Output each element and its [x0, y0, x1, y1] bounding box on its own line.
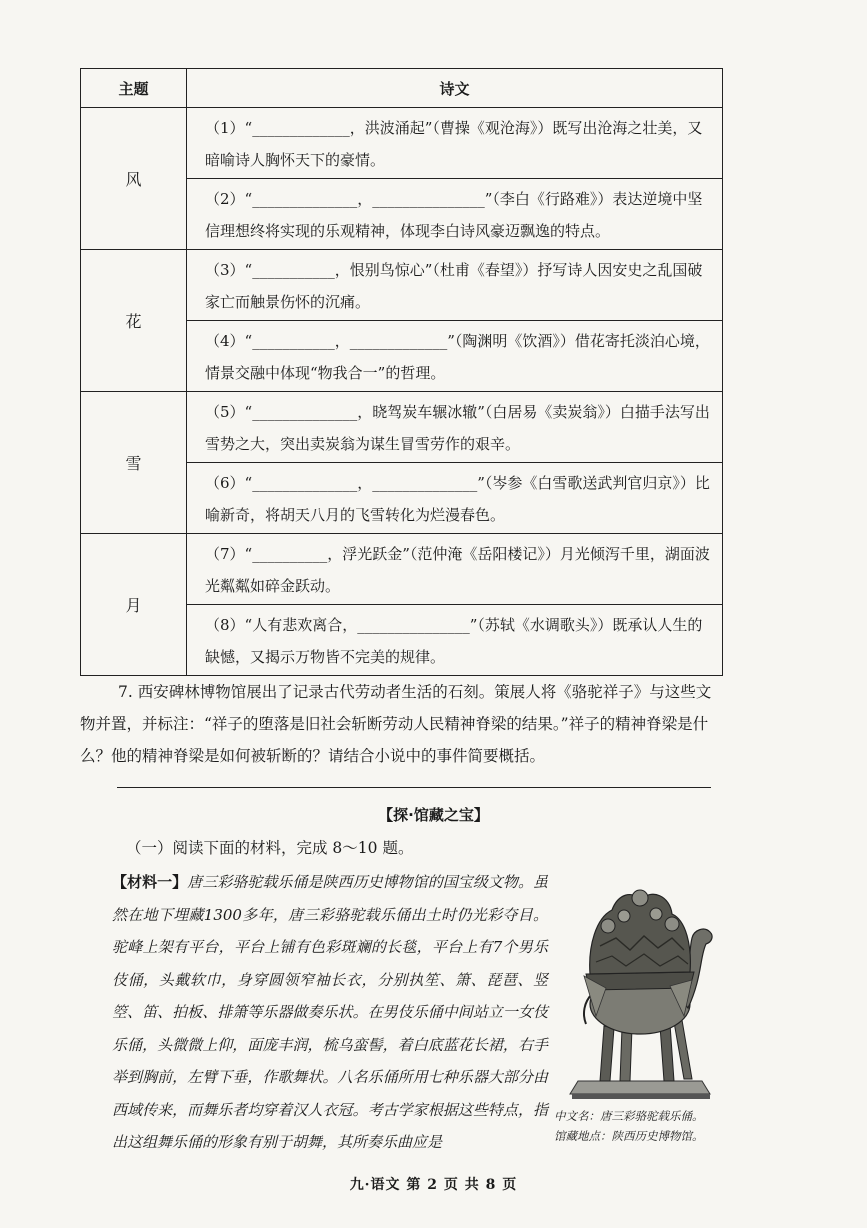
- section-divider: [117, 787, 711, 788]
- camel-figurine-image: [560, 876, 720, 1106]
- topic-cell: 雪: [81, 392, 187, 534]
- topic-cell: 月: [81, 534, 187, 676]
- table-row: [81, 392, 723, 463]
- poem-cell: （7）“__________，浮光跃金”（范仲淹《岳阳楼记》）月光倾泻千里，湖面波光粼粼如碎金跃动。: [187, 534, 723, 605]
- poem-cell: （5）“______________，晓驾炭车辗冰辙”（白居易《卖炭翁》）白描手法写出雪势之大，突出卖炭翁为谋生冒雪劳作的艰辛。: [187, 392, 723, 463]
- poem-cell: （3）“___________，恨别鸟惊心”（杜甫《春望》）抒写诗人因安史之乱国破家亡而触景伤怀的沉痛。: [187, 250, 723, 321]
- table-row: [81, 250, 723, 321]
- table-row: [81, 534, 723, 605]
- table-header-row: [81, 69, 723, 108]
- page-footer: 九·语文 第 2 页 共 8 页: [349, 1177, 518, 1193]
- poem-table: [80, 68, 723, 676]
- question-7: 7. 西安碑林博物馆展出了记录古代劳动者生活的石刻。策展人将《骆驼祥子》与这些文物并置，并标注：“祥子的堕落是旧社会斩断劳动人民精神脊梁的结果。”祥子的精神脊梁是什么？他的精神脊梁是如何被斩断的？请结合小说中的事件简要概括。: [80, 683, 712, 765]
- camel-figurine-icon: [560, 876, 720, 1106]
- reading-instruction: （一）阅读下面的材料，完成 8～10 题。: [126, 839, 414, 857]
- material-label: 【材料一】: [112, 873, 188, 891]
- material-one: [112, 866, 548, 1159]
- caption-location: 馆藏地点：陕西历史博物馆。: [554, 1129, 704, 1143]
- poem-cell: （8）“人有悲欢离合，_______________”（苏轼《水调歌头》）既承认人生的缺憾，又揭示万物皆不完美的规律。: [187, 605, 723, 676]
- poem-cell: （6）“______________，______________”（岑参《白雪歌送武判官归京》）比喻新奇，将胡天八月的飞雪转化为烂漫春色。: [187, 463, 723, 534]
- section-title: 【探·馆藏之宝】: [378, 806, 489, 824]
- poem-cell: （4）“___________，_____________”（陶渊明《饮酒》）借花寄托淡泊心境，情景交融中体现“物我合一”的哲理。: [187, 321, 723, 392]
- header-topic: 主题: [81, 69, 187, 108]
- caption-name: 中文名：唐三彩骆驼载乐俑。: [554, 1109, 704, 1123]
- figure-caption: [554, 1106, 724, 1146]
- topic-cell: 花: [81, 250, 187, 392]
- topic-cell: 风: [81, 108, 187, 250]
- poem-cell: （1）“_____________，洪波涌起”（曹操《观沧海》）既写出沧海之壮美，又暗喻诗人胸怀天下的豪情。: [187, 108, 723, 179]
- poem-cell: （2）“______________，_______________”（李白《行路难》）表达逆境中坚信理想终将实现的乐观精神，体现李白诗风豪迈飘逸的特点。: [187, 179, 723, 250]
- header-poem: 诗文: [187, 69, 723, 108]
- table-row: [81, 108, 723, 179]
- material-text: 唐三彩骆驼载乐俑是陕西历史博物馆的国宝级文物。虽然在地下埋藏1300多年，唐三彩骆驼载乐俑出土时仍光彩夺目。驼峰上架有平台，平台上铺有色彩斑斓的长毯，平台上有7个男乐伎俑，头戴软巾，身穿圆领窄袖长衣，分别执笙、箫、琵琶、竖箜、笛、拍板、排箫等乐器做奏乐状。在男伎乐俑中间站立一女伎乐俑，头微微上仰，面庞丰润，梳乌蛮髻，着白底蓝花长裙，右手举到胸前，左臂下垂，作歌舞状。八名乐俑所用七种乐器大部分由西域传来，而舞乐者均穿着汉人衣冠。考古学家根据这些特点，指出这组舞乐俑的形象有别于胡舞，其所奏乐曲应是: [112, 873, 548, 1151]
